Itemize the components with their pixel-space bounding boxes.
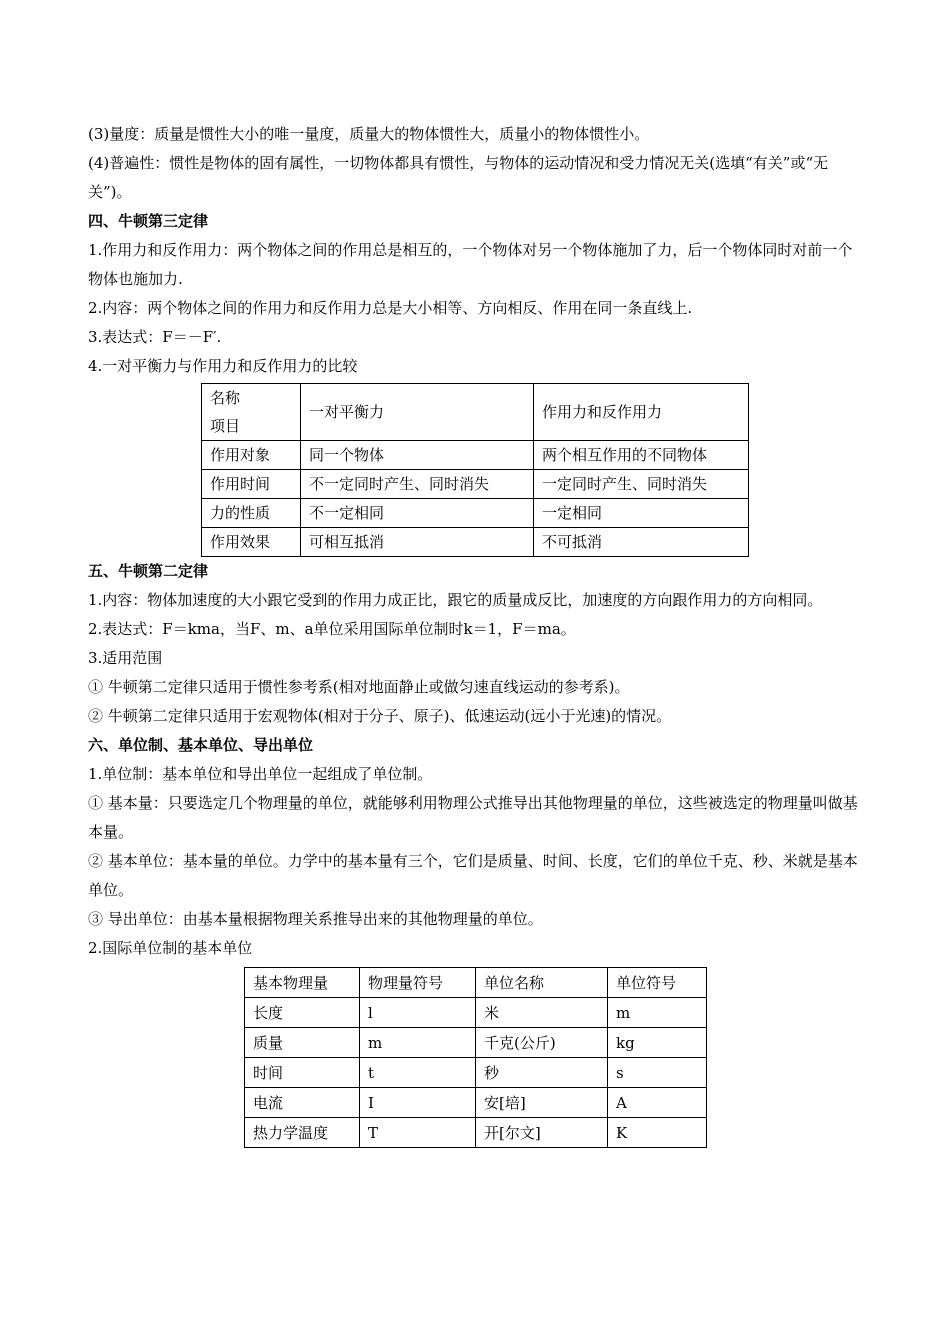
paragraph-derived-unit: ③ 导出单位：由基本量根据物理关系推导出来的其他物理量的单位。 xyxy=(88,910,543,928)
table-cell: 质量 xyxy=(245,1028,360,1058)
table-cell: m xyxy=(608,998,707,1028)
table-cell: 同一个物体 xyxy=(301,441,534,470)
paragraph-second-law-content: 1.内容：物体加速度的大小跟它受到的作用力成正比，跟它的质量成反比，加速度的方向跟作用力的方向相同。 xyxy=(88,591,823,609)
paragraph-scope-macro: ② 牛顿第二定律只适用于宏观物体(相对于分子、原子)、低速运动(远小于光速)的情况。 xyxy=(88,707,672,725)
table-cell: 开[尔文] xyxy=(476,1118,608,1148)
table-header-row xyxy=(202,384,749,441)
table-cell: t xyxy=(360,1058,476,1088)
header-item-label: 项目 xyxy=(210,417,241,435)
table-cell: l xyxy=(360,998,476,1028)
paragraph-second-law-expression: 2.表达式：F＝kma，当F、m、a单位采用国际单位制时k＝1，F＝ma。 xyxy=(88,620,576,638)
table-cell: 作用时间 xyxy=(202,470,301,499)
table-cell: 长度 xyxy=(245,998,360,1028)
table-header-cell: 一对平衡力 xyxy=(301,384,534,441)
section-heading-units: 六、单位制、基本单位、导出单位 xyxy=(88,736,314,754)
table-header-cell: 单位符号 xyxy=(608,968,707,998)
paragraph-scope-title: 3.适用范围 xyxy=(88,649,163,667)
table-cell: s xyxy=(608,1058,707,1088)
table-cell: T xyxy=(360,1118,476,1148)
table-cell: 两个相互作用的不同物体 xyxy=(534,441,749,470)
table-cell: 米 xyxy=(476,998,608,1028)
table-cell: 力的性质 xyxy=(202,499,301,528)
si-units-table xyxy=(244,967,707,1148)
paragraph-si-title: 2.国际单位制的基本单位 xyxy=(88,939,253,957)
table-cell: 千克(公斤) xyxy=(476,1028,608,1058)
header-name-label: 名称 xyxy=(210,389,241,407)
paragraph-base-quantity: ① 基本量：只要选定几个物理量的单位，就能够利用物理公式推导出其他物理量的单位，这些被选定的物理量叫做基本量。 xyxy=(88,794,858,841)
document-page xyxy=(88,120,864,1148)
paragraph-measure: (3)量度：质量是惯性大小的唯一量度，质量大的物体惯性大，质量小的物体惯性小。 xyxy=(88,125,650,143)
paragraph-comparison-title: 4.一对平衡力与作用力和反作用力的比较 xyxy=(88,357,358,375)
table-row xyxy=(245,1118,707,1148)
table-header-cell: 物理量符号 xyxy=(360,968,476,998)
table-row xyxy=(202,528,749,557)
paragraph-action-reaction: 1.作用力和反作用力：两个物体之间的作用总是相互的，一个物体对另一个物体施加了力，后一个物体同时对前一个物体也施加力. xyxy=(88,241,853,288)
table-row xyxy=(245,1028,707,1058)
table-row xyxy=(245,1088,707,1118)
table-cell: 电流 xyxy=(245,1088,360,1118)
table-cell: m xyxy=(360,1028,476,1058)
table-cell: I xyxy=(360,1088,476,1118)
table-cell: 可相互抵消 xyxy=(301,528,534,557)
paragraph-content: 2.内容：两个物体之间的作用力和反作用力总是大小相等、方向相反、作用在同一条直线上. xyxy=(88,299,693,317)
table-cell: 安[培] xyxy=(476,1088,608,1118)
paragraph-base-unit: ② 基本单位：基本量的单位。力学中的基本量有三个，它们是质量、时间、长度，它们的单位千克、秒、米就是基本单位。 xyxy=(88,852,858,899)
table-cell: 一定同时产生、同时消失 xyxy=(534,470,749,499)
table-header-cell: 作用力和反作用力 xyxy=(534,384,749,441)
table-cell: 时间 xyxy=(245,1058,360,1088)
section-heading-third-law: 四、牛顿第三定律 xyxy=(88,212,209,230)
table-row xyxy=(202,470,749,499)
table-cell: 作用效果 xyxy=(202,528,301,557)
table-cell: A xyxy=(608,1088,707,1118)
table-cell: 一定相同 xyxy=(534,499,749,528)
table-header-cell xyxy=(202,384,301,441)
table-cell: 不一定相同 xyxy=(301,499,534,528)
table-header-row xyxy=(245,968,707,998)
table-cell: K xyxy=(608,1118,707,1148)
table-header-cell: 基本物理量 xyxy=(245,968,360,998)
table-row xyxy=(245,998,707,1028)
table-cell: 不一定同时产生、同时消失 xyxy=(301,470,534,499)
paragraph-expression: 3.表达式：F＝－F′. xyxy=(88,328,222,346)
table-cell: 秒 xyxy=(476,1058,608,1088)
table-row xyxy=(245,1058,707,1088)
paragraph-universality: (4)普遍性：惯性是物体的固有属性，一切物体都具有惯性，与物体的运动情况和受力情况无关(选填“有关”或“无关”)。 xyxy=(88,154,829,201)
table-header-cell: 单位名称 xyxy=(476,968,608,998)
table-cell: 作用对象 xyxy=(202,441,301,470)
paragraph-scope-inertial: ① 牛顿第二定律只适用于惯性参考系(相对地面静止或做匀速直线运动的参考系)。 xyxy=(88,678,630,696)
table-cell: 不可抵消 xyxy=(534,528,749,557)
table-cell: kg xyxy=(608,1028,707,1058)
table-row xyxy=(202,441,749,470)
paragraph-unit-system: 1.单位制：基本单位和导出单位一起组成了单位制。 xyxy=(88,765,433,783)
comparison-table xyxy=(201,383,749,557)
section-heading-second-law: 五、牛顿第二定律 xyxy=(88,562,209,580)
table-row xyxy=(202,499,749,528)
table-cell: 热力学温度 xyxy=(245,1118,360,1148)
